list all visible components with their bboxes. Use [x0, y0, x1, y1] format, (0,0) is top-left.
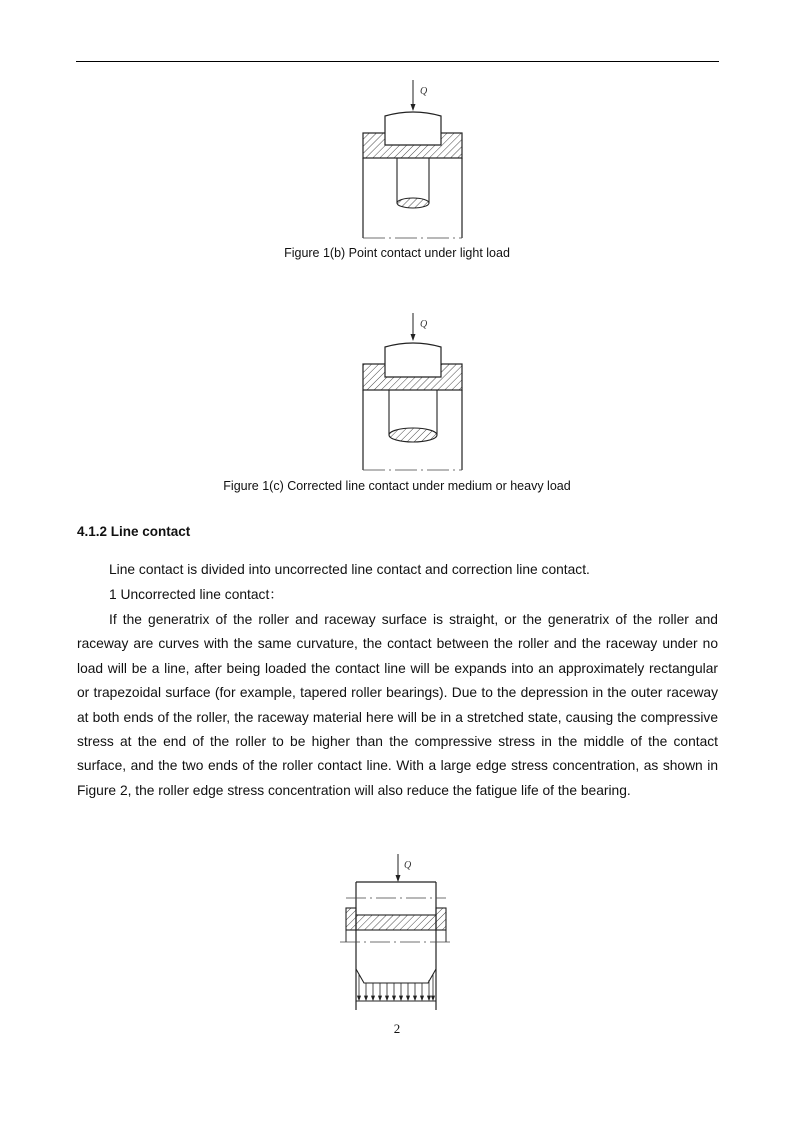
figure-1b-point-contact-diagram [340, 75, 480, 245]
page-number: 2 [393, 1021, 401, 1036]
header-rule [76, 61, 719, 62]
figure-1c-caption: Figure 1(c) Corrected line contact under medium or heavy load [223, 479, 571, 493]
load-label: Q [420, 319, 428, 330]
paragraph-intro: Line contact is divided into uncorrected line contact and correction line contact. [109, 562, 590, 577]
load-label: Q [404, 860, 412, 871]
section-heading: 4.1.2 Line contact [77, 524, 191, 539]
paragraph-subheading: 1 Uncorrected line contact： [109, 587, 284, 602]
figure-1c-corrected-line-contact-diagram [340, 308, 480, 478]
paragraph-body: If the generatrix of the roller and raceway surface is straight, or the generatrix of the roller and raceway are curves with the same curvature, the contact between the roller and the raceway under no load will be a line, after being loaded the contact line will be expands into an approximately rectangular or trapezoidal surface (for example, tapered roller bearings). Due to the depression in the outer raceway at both ends of the roller, the raceway material here will be in a stretched state, causing the compressive stress at the end of the roller to be higher than the compressive stress in the middle of the contact surface, and the two ends of the roller contact line. With a large edge stress concentration, as shown in Figure 2, the roller edge stress concentration will also reduce the fatigue life of the bearing. [77, 612, 718, 798]
figure-2-edge-stress-diagram [335, 850, 460, 1020]
figure-1b-caption: Figure 1(b) Point contact under light load [284, 246, 510, 260]
load-label: Q [420, 86, 428, 97]
